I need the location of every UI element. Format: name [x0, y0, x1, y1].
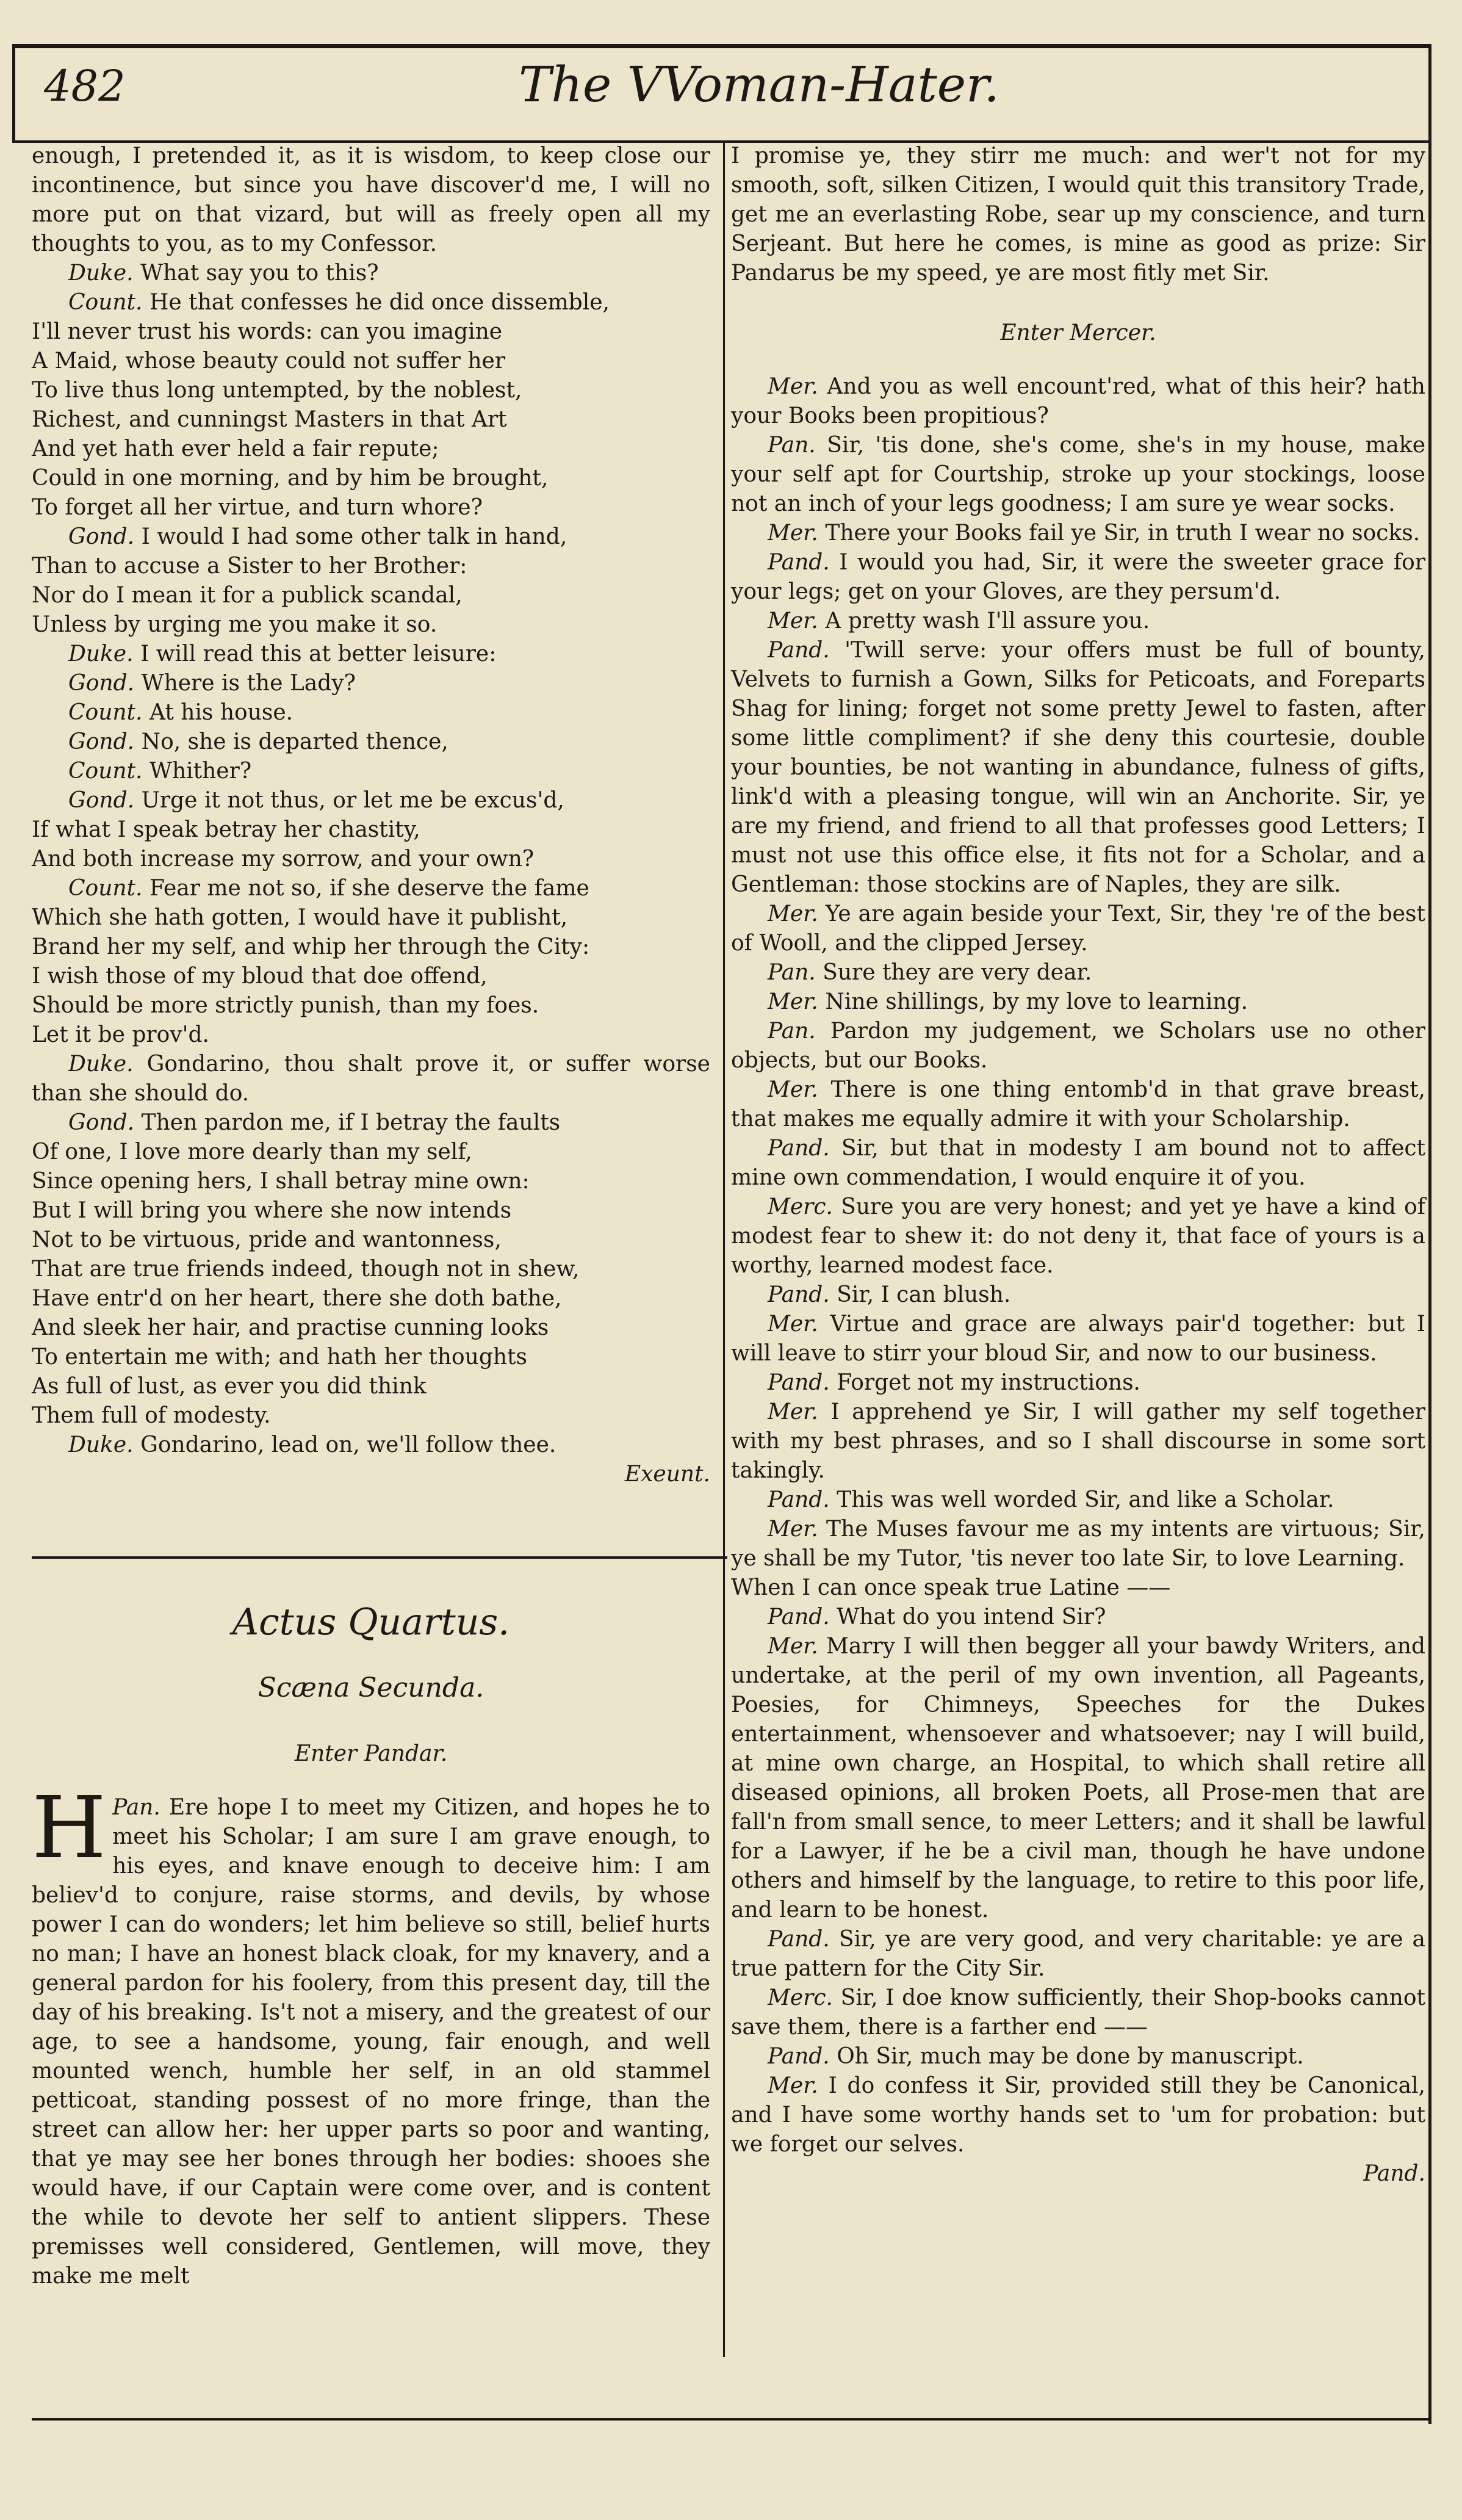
speech-line: [731, 1515, 1425, 1573]
scene-heading: Scæna Secunda.: [257, 1672, 484, 1703]
speaker: Duke.: [68, 1052, 134, 1077]
speech-text: If what I speak betray her chastity,: [32, 817, 420, 842]
speech-line: [32, 1401, 710, 1431]
speech-line: [731, 2071, 1425, 2159]
speaker: Gond.: [68, 729, 135, 754]
header-left-border: [12, 44, 15, 143]
header-rule: [12, 44, 1431, 48]
speaker: Pan.: [768, 1019, 816, 1044]
column-divider: [723, 142, 725, 2357]
speech-line: [32, 1372, 710, 1401]
speech-text: Where is the Lady?: [141, 671, 356, 696]
speaker: Mer.: [768, 901, 818, 926]
speech-text: Sir, I can blush.: [837, 1282, 1011, 1307]
speech-text: This was well worded Sir, and like a Scholar.: [837, 1487, 1334, 1512]
speech-text: Should be more strictly punish, than my foes.: [32, 993, 539, 1018]
speech-text: Since opening hers, I shall betray mine own:: [32, 1169, 530, 1194]
speech-text: And sleek her hair, and practise cunning looks: [32, 1315, 549, 1340]
speech-line: [731, 607, 1425, 636]
speaker: Count.: [68, 700, 143, 725]
verse-block-1: [32, 259, 710, 1050]
speech-text: I do confess it Sir, provided still they be Canonical, and I have some worthy hands set to 'um for probation: but we forget our selves.: [731, 2073, 1425, 2157]
stage-direction: Enter Pandar.: [294, 1741, 448, 1766]
opening-prose: I promise ye, they stirr me much: and wer't not for my smooth, soft, silken Citizen, I would quit this transitory Trade, get me an everlasting Robe, sear up my conscience, and turn Serjeant. But here he comes, is mine as good as prize: Sir Pandarus be my speed, ye are most fitly met Sir.: [731, 143, 1425, 286]
speech-text: There your Books fail ye Sir, in truth I wear no socks.: [825, 521, 1421, 546]
speech-text: To forget all her virtue, and turn whore?: [32, 495, 483, 520]
speech-text: I'll never trust his words: can you imagine: [32, 319, 503, 344]
speech-line: [731, 431, 1425, 519]
speech-text: I wish those of my bloud that doe offend,: [32, 964, 488, 989]
speech-text: I would you had, Sir, it were the sweeter grace for your legs; get on your Gloves, are they persum'd.: [731, 550, 1425, 604]
speech-text: Gondarino, thou shalt prove it, or suffer worse than she should do.: [32, 1052, 710, 1106]
speaker: Mer.: [768, 608, 818, 634]
speaker: Pand.: [768, 550, 830, 575]
speech-text: A Maid, whose beauty could not suffer her: [32, 348, 506, 374]
speaker: Duke.: [68, 1432, 134, 1457]
pandar-speech: [32, 1778, 710, 2291]
speaker: Pan.: [768, 960, 816, 985]
speech-line: [32, 933, 710, 962]
speech-line: [32, 435, 710, 464]
speech-text: Virtue and grace are always pair'd together: but I will leave to stirr your bloud Sir, and now to our business.: [731, 1312, 1425, 1366]
speech-line: [731, 958, 1425, 987]
speech-text: Marry I will then begger all your bawdy Writers, and undertake, at the peril of my own invention, all Pageants, Poesies, for Chimneys, Speeches for the Dukes entertainment, whensoever and whatsoever; nay I will build, at mine own charge, an Hospital, to which shall retire all diseased opinions, all broken Poets, all Prose-men that are fall'n from small sence, to meer Letters; and it shall be lawful for a Lawyer, if he be a civil man, though he have undone others and himself by the language, to retire to this poor life, and learn to be honest.: [731, 1634, 1425, 1922]
speech-line: [32, 522, 710, 552]
exeunt: Exeunt.: [624, 1462, 710, 1487]
speech-line: [731, 2042, 1425, 2071]
speaker: Pand.: [768, 1136, 830, 1161]
speaker: Pand.: [768, 1605, 830, 1630]
left-column: [32, 142, 710, 2291]
speech-line: [731, 1310, 1425, 1368]
speech-line: [32, 259, 710, 288]
speaker: Pand.: [768, 638, 830, 663]
page-number: 482: [44, 61, 126, 111]
speech-text: And yet hath ever held a fair repute;: [32, 436, 439, 461]
speech-text: I apprehend ye Sir, I will gather my self together with my best phrases, and so I shall discourse in some sort takingly.: [731, 1399, 1425, 1483]
speaker: Mer.: [768, 1634, 818, 1659]
speech-text: That are true friends indeed, though not in shew,: [32, 1257, 580, 1282]
speech-text: Whither?: [149, 759, 252, 784]
speech-text: Sure they are very dear.: [823, 960, 1092, 985]
speech-text: He that confesses he did once dissemble,: [149, 290, 610, 315]
speech-text: Ye are again beside your Text, Sir, they 're of the best of Wooll, and the clipped Jersey.: [731, 901, 1425, 956]
running-title: The VVoman-Hater.: [519, 56, 999, 113]
speech-text: What say you to this?: [140, 261, 379, 286]
speech-text: 'Twill serve: your offers must be full of bounty, Velvets to furnish a Gown, Silks for Peticoats, and Foreparts Shag for lining; forget not some pretty Jewel to fasten, after some little compliment? if she deny this courtesie, double your bounties, be not wanting in abundance, fulness of gifts, link'd with a pleasing tongue, will win an Anchorite. Sir, ye are my friend, and friend to all that professes good Letters; I must not use this office else, it fits not for a Scholar, and a Gentleman: those stockins are of Naples, they are silk.: [731, 638, 1425, 897]
speech-line: [731, 1398, 1425, 1486]
speech-text: A pretty wash I'll assure you.: [825, 608, 1150, 634]
speech-line: [32, 1431, 710, 1460]
speech-line: [32, 1255, 710, 1284]
speech-line: [731, 1368, 1425, 1398]
dialogue: [731, 372, 1425, 2159]
speech-line: [32, 640, 710, 669]
speech-line: [731, 1486, 1425, 1515]
speech-line: [32, 757, 710, 786]
bottom-rule: [32, 2418, 1431, 2421]
speech-line: [731, 519, 1425, 548]
speech-line: [32, 727, 710, 757]
speech-text: Fear me not so, if she deserve the fame: [149, 876, 589, 901]
speech-text: No, she is departed thence,: [141, 729, 448, 754]
speech-line: [32, 1167, 710, 1196]
speech-line: [32, 845, 710, 874]
speech-text: At his house.: [149, 700, 293, 725]
speech-text: Not to be virtuous, pride and wantonness,: [32, 1227, 502, 1252]
right-border: [1428, 44, 1431, 2424]
speaker: Gond.: [68, 1110, 135, 1135]
speech-line: [32, 874, 710, 903]
speaker: Count.: [68, 876, 143, 901]
speech-line: [32, 317, 710, 347]
speech-text: Nor do I mean it for a publick scandal,: [32, 583, 463, 608]
speaker: Mer.: [768, 1077, 818, 1102]
speech-text: Nine shillings, by my love to learning.: [825, 989, 1248, 1014]
speech-text: What do you intend Sir?: [837, 1605, 1106, 1630]
speech-line: [731, 1984, 1425, 2042]
speech-line: [32, 288, 710, 317]
speech-line: [32, 405, 710, 435]
speaker: Pand.: [768, 1370, 830, 1395]
speech-line: [32, 1284, 710, 1313]
speech-line: [32, 1226, 710, 1255]
speech-text: To entertain me with; and hath her thoughts: [32, 1345, 528, 1370]
speech-line: [32, 1196, 710, 1226]
speech-line: [32, 1020, 710, 1050]
speaker: Mer.: [768, 989, 818, 1014]
speech-line: [731, 548, 1425, 607]
speaker: Count.: [68, 290, 143, 315]
speech-line: [32, 962, 710, 991]
speech-text: But I will bring you where she now intends: [32, 1198, 512, 1223]
catchword: Pand.: [1363, 2161, 1425, 2186]
speaker: Gond.: [68, 671, 135, 696]
speech-line: [731, 1017, 1425, 1075]
speech-text: Could in one morning, and by him be brought,: [32, 466, 549, 491]
speech-text: Let it be prov'd.: [32, 1022, 209, 1047]
speaker: Mer.: [768, 1312, 818, 1337]
speech-line: [32, 376, 710, 405]
drop-cap: H: [32, 1778, 107, 1878]
speaker: Duke.: [68, 641, 134, 666]
speech-text: Unless by urging me you make it so.: [32, 612, 438, 637]
speaker: Gond.: [68, 524, 135, 549]
speech-line: [32, 464, 710, 493]
speech-text: Richest, and cunningst Masters in that Art: [32, 407, 507, 432]
speech-line: [32, 815, 710, 845]
speech-text: Sir, ye are very good, and very charitable: ye are a true pattern for the City Sir.: [731, 1927, 1425, 1981]
speech-text: Then pardon me, if I betray the faults: [141, 1110, 561, 1135]
speech-text: To live thus long untempted, by the noblest,: [32, 378, 522, 403]
speech-line: [731, 900, 1425, 958]
speech-text: Sir, 'tis done, she's come, she's in my house, make your self apt for Courtship, stroke up your stockings, loose not an inch of your legs goodness; I am sure ye wear socks.: [731, 433, 1426, 516]
speech-text: Forget not my instructions.: [837, 1370, 1140, 1395]
speech-line: [32, 1343, 710, 1372]
speaker: Pand.: [768, 1927, 830, 1952]
right-column: [731, 142, 1425, 2189]
speech-line: [32, 1313, 710, 1343]
speech-text: Urge it not thus, or let me be excus'd,: [141, 788, 564, 813]
speech-text: And you as well encount'red, what of this heir? hath your Books been propitious?: [731, 374, 1425, 428]
stage-direction: Enter Mercer.: [1000, 320, 1156, 345]
speech-text: Have entr'd on her heart, there she doth bathe,: [32, 1286, 562, 1311]
speech-line: [32, 903, 710, 933]
speech-line: [32, 347, 710, 376]
speaker: Pan.: [112, 1795, 160, 1820]
speech-line: [731, 1603, 1425, 1632]
speech-line: [32, 581, 710, 610]
speech-text: The Muses favour me as my intents are virtuous; Sir, ye shall be my Tutor, 'tis never too late Sir, to love Learning.: [731, 1517, 1425, 1571]
speech-line: [32, 610, 710, 640]
speech-line: [32, 1108, 710, 1138]
speech-line: [731, 1573, 1425, 1603]
duke-prose: [32, 1050, 710, 1108]
speaker: Merc.: [768, 1985, 833, 2010]
speech-line: [731, 1280, 1425, 1310]
speaker: Merc.: [768, 1194, 833, 1219]
speech-text: Than to accuse a Sister to her Brother:: [32, 554, 467, 579]
speech-line: [731, 1925, 1425, 1984]
opening-prose: enough, I pretended it, as it is wisdom, to keep close our incontinence, but since you have discover'd me, I will no more put on that vizard, but will as freely open all my thoughts to you, as to my Confessor.: [32, 143, 710, 256]
speech-text: Sir, but that in modesty I am bound not to affect mine own commendation, I would enquire it of you.: [731, 1136, 1425, 1190]
act-heading: Actus Quartus.: [232, 1601, 510, 1644]
speaker: Pand.: [768, 1487, 830, 1512]
speech-line: [32, 698, 710, 727]
speech-text: Of one, I love more dearly than my self,: [32, 1139, 472, 1164]
speaker: Mer.: [768, 1517, 818, 1542]
speech-text: Gondarino, lead on, we'll follow thee.: [140, 1432, 556, 1457]
speaker: Mer.: [768, 521, 818, 546]
speech-text: Sir, I doe know sufficiently, their Shop-books cannot save them, there is a farther end ——: [731, 1985, 1425, 2040]
speaker: Pand.: [768, 2044, 830, 2069]
speech-line: [731, 636, 1425, 900]
speech-line: [731, 372, 1425, 431]
speech-line: [32, 786, 710, 815]
speech-line: [731, 1134, 1425, 1193]
speech-line: [32, 493, 710, 522]
speaker: Mer.: [768, 2073, 818, 2098]
speaker: Gond.: [68, 788, 135, 813]
speech-line: [731, 1632, 1425, 1925]
speech-line: [731, 987, 1425, 1017]
speech-text: Pardon my judgement, we Scholars use no other objects, but our Books.: [731, 1019, 1425, 1073]
speech-text: There is one thing entomb'd in that grave breast, that makes me equally admire it with your Scholarship.: [731, 1077, 1425, 1132]
speech-text: As full of lust, as ever you did think: [32, 1374, 427, 1399]
speech-text: And both increase my sorrow, and your own?: [32, 847, 535, 872]
section-rule: [32, 1556, 727, 1559]
speech-text: I will read this at better leisure:: [140, 641, 497, 666]
speech-line: [32, 991, 710, 1020]
speech-line: [731, 1075, 1425, 1134]
speaker: Duke.: [68, 261, 134, 286]
speech-text: Oh Sir, much may be done by manuscript.: [837, 2044, 1304, 2069]
speaker: Mer.: [768, 374, 818, 399]
speech-text: I would I had some other talk in hand,: [141, 524, 567, 549]
speech-text: Them full of modesty.: [32, 1403, 271, 1428]
speech-text: Ere hope I to meet my Citizen, and hopes he to meet his Scholar; I am sure I am grave enough, to his eyes, and knave enough to deceive him: I am believ'd to conjure, raise storms, and devils, by whose power I can do wonders; let him believe so still, belief hurts no man; I have an honest black cloak, for my knavery, and a general pardon for his foolery, from this present day, till the day of his breaking. Is't not a misery, and the greatest of our age, to see a handsome, young, fair enough, and well mounted wench, humble her self, in an old stammel petticoat, standing possest of no more fringe, than the street can allow her: her upper parts so poor and wanting, that ye may see her bones through her bodies: shooes she would have, if our Captain were come over, and is content the while to devote her self to antient slippers. These premisses well considered, Gentlemen, will move, they make me melt: [32, 1795, 710, 2289]
speech-text: When I can once speak true Latine ——: [731, 1575, 1171, 1600]
speaker: Pan.: [768, 433, 816, 458]
speech-text: Which she hath gotten, I would have it publisht,: [32, 905, 568, 930]
speech-text: Brand her my self, and whip her through the City:: [32, 934, 590, 959]
speech-text: Sure you are very honest; and yet ye have a kind of modest fear to shew it: do not deny it, that face of yours is a worthy, learned modest face.: [731, 1194, 1425, 1278]
speaker: Pand.: [768, 1282, 830, 1307]
speaker: Mer.: [768, 1399, 818, 1424]
verse-block-2: [32, 1108, 710, 1460]
speech-line: [32, 1138, 710, 1167]
speech-line: [32, 669, 710, 698]
speech-line: [32, 552, 710, 581]
speech-line: [731, 1193, 1425, 1280]
speaker: Count.: [68, 759, 143, 784]
